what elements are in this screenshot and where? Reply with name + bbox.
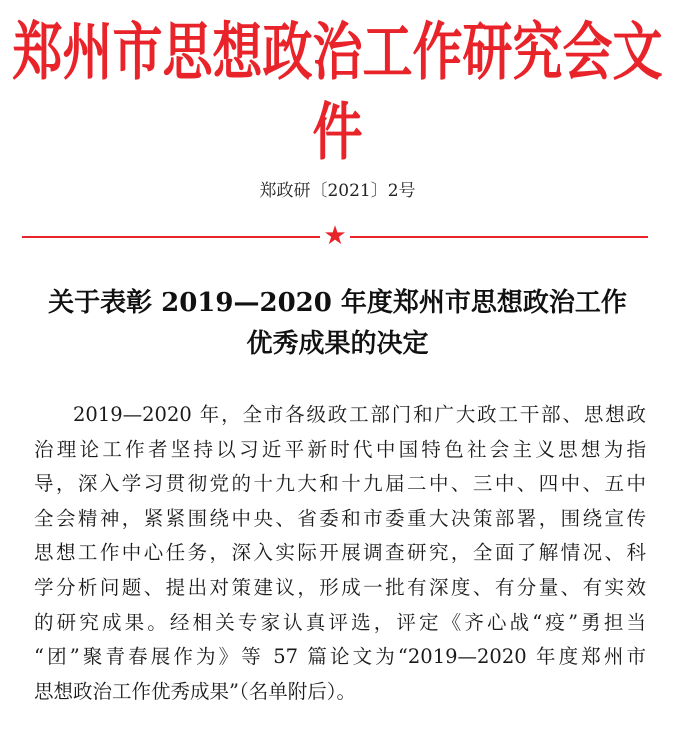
document-number: 郑政研〔2021〕2号 [259,181,416,201]
red-divider-left [22,236,320,238]
body-line: 治理论工作者坚持以习近平新时代中国特色社会主义思想为指 [34,437,646,461]
body-line: 思想政治工作优秀成果”（名单附后）。 [34,679,356,703]
body-line: 的研究成果。经相关专家认真评选，评定《齐心战“疫”勇担当 [34,610,646,634]
body-line: “团”聚青春展作为》等 57 篇论文为“2019—2020 年度郑州市 [34,645,646,669]
body-paragraph [34,398,646,709]
document-title-line-1: 关于表彰 2019—2020 年度郑州市思想政治工作 [48,288,627,318]
masthead-title: 郑州市思想政治工作研究会文件 [12,15,663,169]
body-line: 2019—2020 年，全市各级政工部门和广大政工干部、思想政 [73,403,646,426]
body-line: 学分析问题、提出对策建议，形成一批有深度、有分量、有实效 [34,575,646,599]
red-divider-right [350,236,648,238]
body-line: 导，深入学习贯彻党的十九大和十九届二中、三中、四中、五中 [34,472,646,496]
star-icon: ★ [323,221,347,251]
document-title-line-2: 优秀成果的决定 [246,329,429,359]
body-line: 全会精神，紧紧围绕中央、省委和市委重大决策部署，围绕宣传 [34,506,646,530]
body-line: 思想工作中心任务，深入实际开展调查研究，全面了解情况、科 [34,541,646,565]
